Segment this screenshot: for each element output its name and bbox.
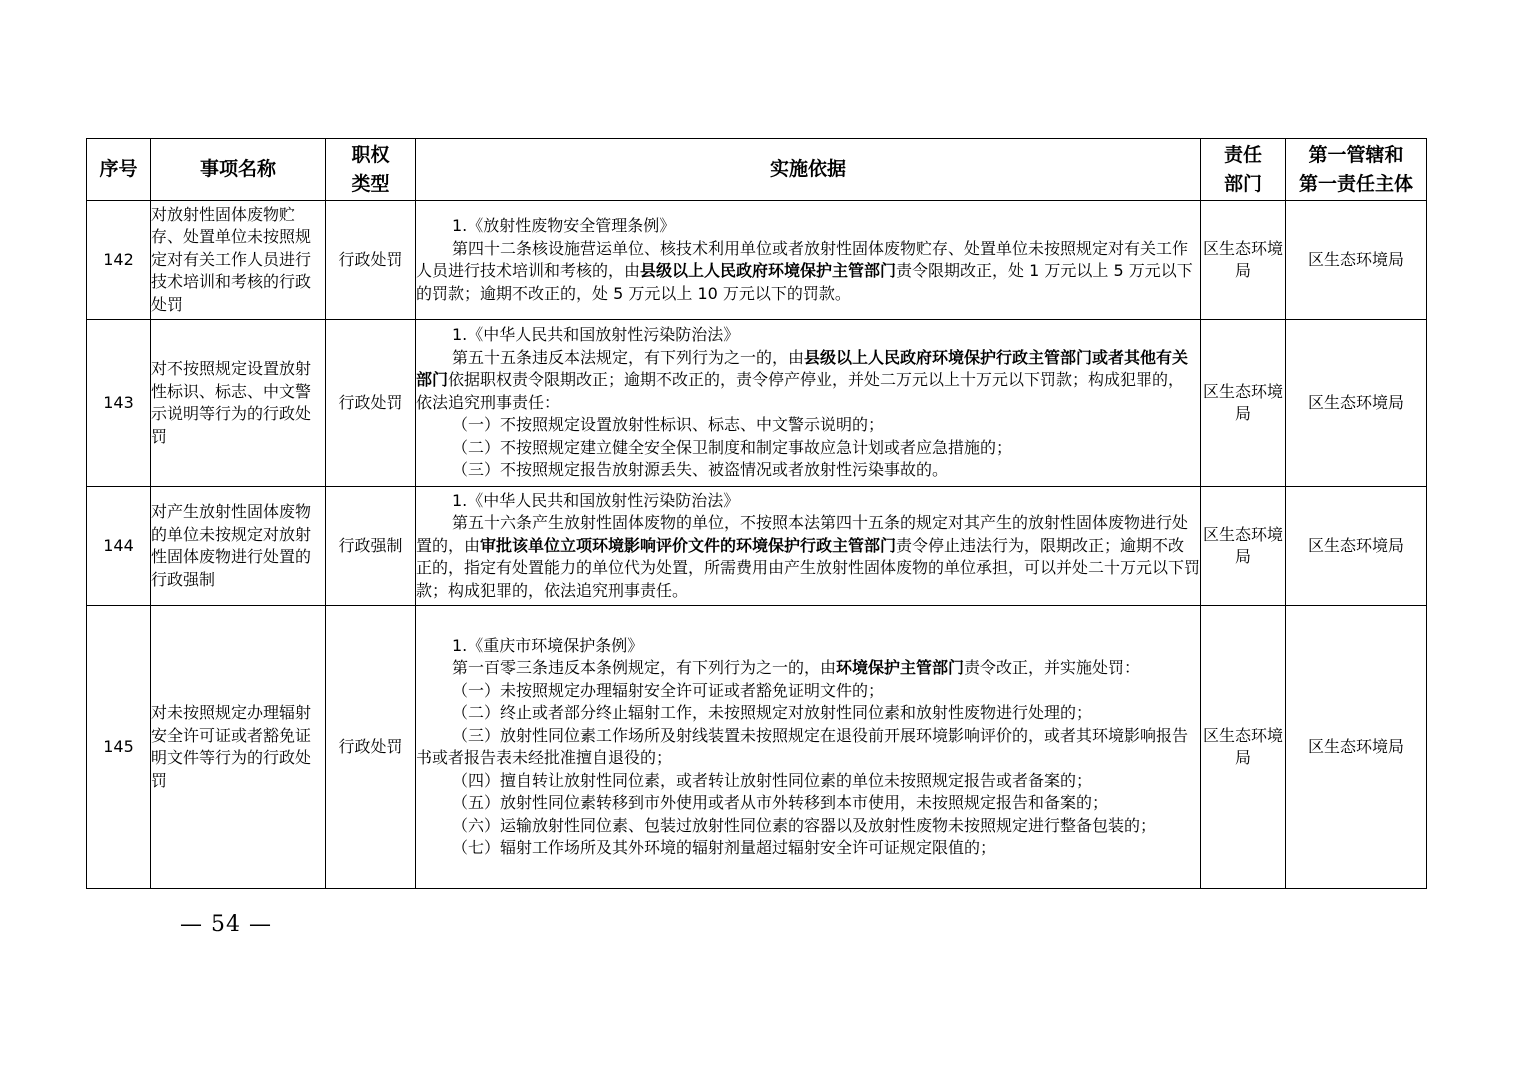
law-title: 1.《放射性废物安全管理条例》 bbox=[452, 216, 676, 235]
table-row bbox=[87, 606, 1427, 889]
header-seq: 序号 bbox=[87, 139, 151, 201]
competent-authority: 县级以上人民政府环境保护主管部门 bbox=[640, 261, 897, 280]
header-dept bbox=[1201, 139, 1286, 201]
header-dept-line2: 部门 bbox=[1223, 172, 1262, 195]
article-text: 第五十六条产生放射性固体废物的单位，不按照本法第四十五条的规定对其产生的放射性固体废物进行处置的，由 bbox=[416, 513, 1189, 555]
list-item: （六）运输放射性同位素、包装过放射性同位素的容器以及放射性废物未按照规定进行整备包装的； bbox=[452, 815, 1157, 835]
responsible-dept: 区生态环境局 bbox=[1201, 201, 1286, 320]
list-item: （一）不按照规定设置放射性标识、标志、中文警示说明的； bbox=[452, 415, 885, 435]
list-item: （五）放射性同位素转移到市外使用或者从市外转移到本市使用，未按照规定报告和备案的； bbox=[452, 793, 1109, 812]
article-text: 第五十五条违反本法规定，有下列行为之一的，由 bbox=[452, 347, 805, 367]
authority-type: 行政处罚 bbox=[326, 606, 416, 889]
law-title: 1.《重庆市环境保护条例》 bbox=[452, 635, 644, 655]
table-header-row bbox=[87, 139, 1427, 201]
list-item: （二）不按照规定建立健全安全保卫制度和制定事故应急计划或者应急措施的； bbox=[452, 437, 1013, 457]
responsible-dept: 区生态环境局 bbox=[1201, 320, 1286, 487]
row-number: 142 bbox=[87, 201, 151, 320]
header-basis: 实施依据 bbox=[416, 139, 1201, 201]
law-title: 1.《中华人民共和国放射性污染防治法》 bbox=[452, 325, 740, 345]
row-number: 143 bbox=[87, 320, 151, 487]
table-row bbox=[87, 201, 1427, 320]
law-article bbox=[416, 657, 1200, 680]
list-item: （二）终止或者部分终止辐射工作，未按照规定对放射性同位素和放射性废物进行处理的； bbox=[452, 703, 1093, 722]
list-item: （七）辐射工作场所及其外环境的辐射剂量超过辐射安全许可证规定限值的； bbox=[452, 838, 997, 857]
responsible-subject: 区生态环境局 bbox=[1286, 201, 1427, 320]
enforcement-table bbox=[86, 138, 1427, 889]
law-title: 1.《中华人民共和国放射性污染防治法》 bbox=[452, 490, 740, 510]
list-item: （四）擅自转让放射性同位素，或者转让放射性同位素的单位未按照规定报告或者备案的； bbox=[452, 770, 1093, 790]
legal-basis bbox=[416, 320, 1201, 487]
item-name: 对产生放射性固体废物的单位未按规定对放射性固体废物进行处置的行政强制 bbox=[151, 487, 326, 606]
list-item: （三）放射性同位素工作场所及射线装置未按照规定在退役前开展环境影响评价的，或者其环境影响报告书或者报告表未经批准擅自退役的； bbox=[416, 725, 1189, 767]
list-item: （三）不按照规定报告放射源丢失、被盗情况或者放射性污染事故的。 bbox=[452, 460, 949, 480]
legal-basis bbox=[416, 606, 1201, 889]
competent-authority: 县级以上人民政府环境保护行政主管部门或者其他有关部门 bbox=[416, 347, 1189, 390]
header-name: 事项名称 bbox=[151, 139, 326, 201]
article-text-cont: 责令停止违法行为，限期改正；逾期不改正的，指定有处置能力的单位代为处置，所需费用由产生放射性固体废物的单位承担，可以并处二十万元以下罚款；构成犯罪的，依法追究刑事责任。 bbox=[416, 535, 1201, 600]
row-number: 145 bbox=[87, 606, 151, 889]
list-item: （一）未按照规定办理辐射安全许可证或者豁免证明文件的； bbox=[452, 680, 885, 700]
responsible-dept: 区生态环境局 bbox=[1201, 487, 1286, 606]
header-type-line2: 类型 bbox=[351, 172, 390, 195]
responsible-subject: 区生态环境局 bbox=[1286, 606, 1427, 889]
table-row bbox=[87, 487, 1427, 606]
competent-authority: 环境保护主管部门 bbox=[836, 658, 965, 677]
page-number: — 54 — bbox=[180, 912, 272, 937]
responsible-dept: 区生态环境局 bbox=[1201, 606, 1286, 889]
header-dept-line1: 责任 bbox=[1223, 143, 1262, 166]
article-text-cont: 责令限期改正，处 1 万元以上 5 万元以下的罚款；逾期不改正的，处 5 万元以上 10 万元以下的罚款。 bbox=[416, 261, 1193, 303]
legal-basis bbox=[416, 487, 1201, 606]
article-text-cont: 责令改正，并实施处罚： bbox=[964, 658, 1141, 677]
item-name: 对放射性固体废物贮存、处置单位未按照规定对有关工作人员进行技术培训和考核的行政处罚 bbox=[151, 201, 326, 320]
table-row bbox=[87, 320, 1427, 487]
article-text-cont: 依据职权责令限期改正；逾期不改正的，责令停产停业，并处二万元以上十万元以下罚款；构成犯罪的，依法追究刑事责任： bbox=[416, 370, 1185, 412]
law-article bbox=[416, 512, 1200, 602]
legal-basis bbox=[416, 201, 1201, 320]
row-number: 144 bbox=[87, 487, 151, 606]
law-article bbox=[416, 347, 1200, 415]
item-name: 对未按照规定办理辐射安全许可证或者豁免证明文件等行为的行政处罚 bbox=[151, 606, 326, 889]
law-article bbox=[416, 238, 1200, 306]
article-text: 第一百零三条违反本条例规定，有下列行为之一的，由 bbox=[452, 658, 837, 677]
item-name: 对不按照规定设置放射性标识、标志、中文警示说明等行为的行政处罚 bbox=[151, 320, 326, 487]
authority-type: 行政处罚 bbox=[326, 320, 416, 487]
header-subject-line2: 第一责任主体 bbox=[1298, 172, 1413, 195]
responsible-subject: 区生态环境局 bbox=[1286, 320, 1427, 487]
authority-type: 行政处罚 bbox=[326, 201, 416, 320]
authority-type: 行政强制 bbox=[326, 487, 416, 606]
header-type-line1: 职权 bbox=[351, 143, 390, 166]
responsible-subject: 区生态环境局 bbox=[1286, 487, 1427, 606]
header-type bbox=[326, 139, 416, 201]
article-text: 第四十二条核设施营运单位、核技术利用单位或者放射性固体废物贮存、处置单位未按照规定对有关工作人员进行技术培训和考核的，由 bbox=[416, 238, 1189, 280]
competent-authority: 审批该单位立项环境影响评价文件的环境保护行政主管部门 bbox=[480, 535, 897, 555]
header-subject bbox=[1286, 139, 1427, 201]
header-subject-line1: 第一管辖和 bbox=[1308, 143, 1404, 166]
